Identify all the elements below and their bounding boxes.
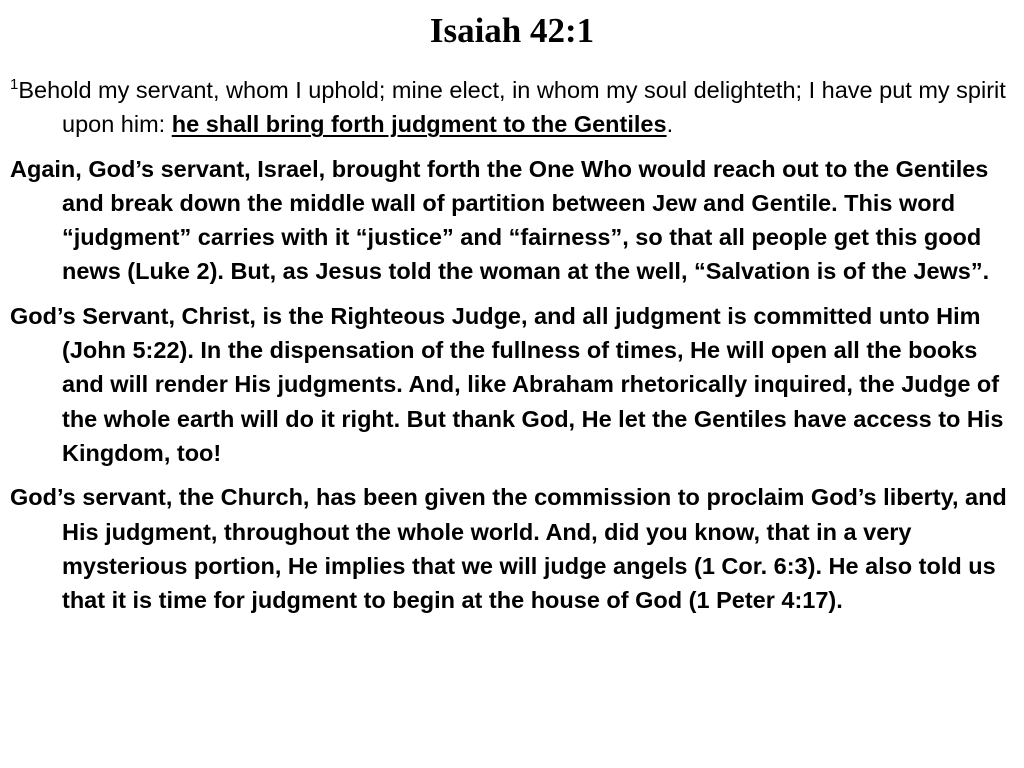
verse-number: 1 (10, 76, 19, 93)
commentary-paragraph-church: God’s servant, the Church, has been given the commission to proclaim God’s liberty, and His judgment, throughout the whole world. And, did you know, that in a very mysterious portion, He implies that we will judge angels (1 Cor. 6:3). He also told us that it is time for judgment to begin at the house of God (1 Peter 4:17). (10, 484, 1007, 614)
commentary-paragraph-christ: God’s Servant, Christ, is the Righteous Judge, and all judgment is committed unto Him (John 5:22). In the dispensation of the fullness of times, He will open all the books and will render His judgments. And, like Abraham rhetorically inquired, the Judge of the whole earth will do it right. But thank God, He let the Gentiles have access to His Kingdom, too! (10, 302, 1004, 466)
scripture-verse (10, 73, 1018, 142)
commentary-paragraph-israel: Again, God’s servant, Israel, brought forth the One Who would reach out to the Gentiles and break down the middle wall of partition between Jew and Gentile. This word “judgment” carries with it “justice” and “fairness”, so that all people get this good news (Luke 2). But, as Jesus told the woman at the well, “Salvation is of the Jews”. (10, 155, 990, 285)
slide-title: Isaiah 42:1 (429, 11, 595, 50)
slide-body (10, 73, 1018, 627)
verse-emphasis: he shall bring forth judgment to the Gentiles (171, 111, 667, 138)
verse-end: . (666, 111, 674, 138)
verse-text: Behold my servant, whom I uphold; mine elect, in whom my soul delighteth; I have put my spirit upon him: (18, 77, 1006, 138)
